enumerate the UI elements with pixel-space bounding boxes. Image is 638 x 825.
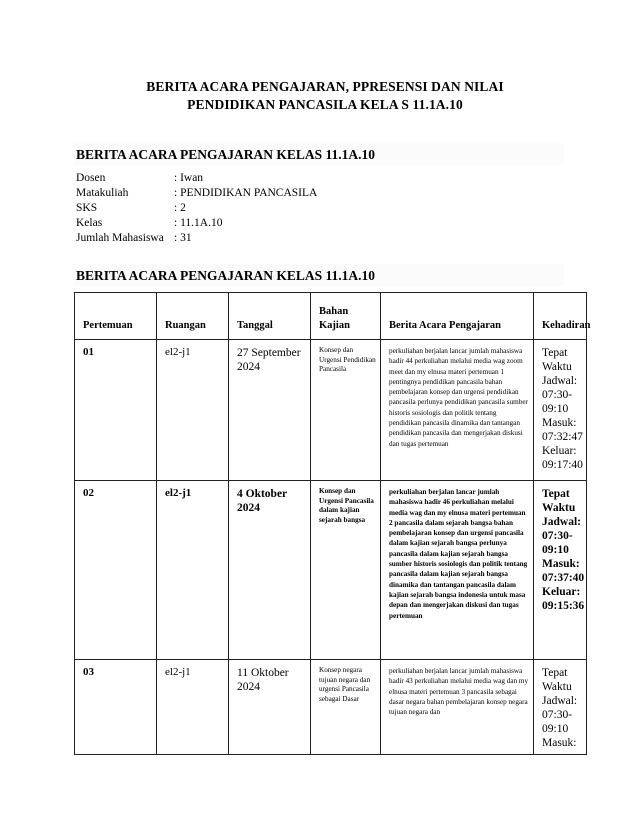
info-value: : Iwan <box>174 172 204 184</box>
info-value: : 2 <box>174 202 186 214</box>
cell-meeting: 03 <box>75 660 157 755</box>
attendance-out: Keluar: 09:15:36 <box>542 586 585 612</box>
header-material: Bahan Kajian <box>311 293 381 340</box>
info-label: Matakuliah <box>76 187 129 199</box>
cell-attendance <box>534 481 587 660</box>
attendance-in: Masuk: 07:37:40 <box>542 558 585 584</box>
cell-date: 11 Oktober 2024 <box>229 660 311 755</box>
cell-meeting: 02 <box>75 481 157 660</box>
table-header-row <box>75 293 587 340</box>
attendance-status: Tepat Waktu <box>542 488 576 514</box>
section1-heading: BERITA ACARA PENGAJARAN KELAS 11.1A.10 <box>76 147 376 162</box>
header-attendance: Kehadiran <box>534 293 587 340</box>
cell-room: el2-j1 <box>157 660 229 755</box>
info-row-lecturer <box>76 171 317 186</box>
info-label: Dosen <box>76 172 106 184</box>
info-label: Jumlah Mahasiswa <box>76 232 164 244</box>
cell-room: el2-j1 <box>157 481 229 660</box>
cell-report: perkuliahan berjalan lancar jumlah mahasiswa hadir 43 perkuliahan melalui media wag dan my elnusa materi pertemuan 3 pancasila sebagai dasar negara bahan pembelajaran konsep negara tujuan negara dan <box>381 660 534 755</box>
attendance-schedule: Jadwal: 07:30-09:10 <box>542 375 578 415</box>
info-value: : 31 <box>174 232 192 244</box>
attendance-schedule: Jadwal: 07:30-09:10 <box>542 695 578 735</box>
info-row-students <box>76 231 317 246</box>
info-row-credits <box>76 201 317 216</box>
cell-report: perkuliahan berjalan lancar jumlah mahasiswa hadir 46 perkuliahan melalui media wag dan my elnusa materi pertemuan 2 pancasila dalam sejarah bangsa bahan pembelajaran konsep dan urgensi pancasila dalam kajian sejarah bangsa perlunya pancasila dalam kajian sejarah bangsa sumber historis sosiologis dan politik tentang pancasila dalam kajian sejarah bangsa dinamika dan tantangan pancasila dalam kajian sejarah bangsa indonesia untuk masa depan dan mengerjakan diskusi dan tugas pertemuan <box>381 481 534 660</box>
cell-material: Konsep dan Urgensi Pendidikan Pancasila <box>311 340 381 481</box>
cell-material: Konsep dan Urgensi Pancasila dalam kajian sejarah bangsa <box>311 481 381 660</box>
attendance-in: Masuk: 07:32:47 <box>542 417 583 443</box>
section2-heading: BERITA ACARA PENGAJARAN KELAS 11.1A.10 <box>76 268 376 283</box>
cell-date: 4 Oktober 2024 <box>229 481 311 660</box>
info-row-class <box>76 216 317 231</box>
header-date: Tanggal <box>229 293 311 340</box>
cell-material: Konsep negara tujuan negara dan urgensi Pancasila sebagai Dasar <box>311 660 381 755</box>
cell-attendance <box>534 340 587 481</box>
header-meeting: Pertemuan <box>75 293 157 340</box>
cell-attendance <box>534 660 587 755</box>
attendance-status: Tepat Waktu <box>542 347 572 373</box>
header-room: Ruangan <box>157 293 229 340</box>
document-title <box>80 78 570 114</box>
table-row <box>75 481 587 660</box>
table-row <box>75 660 587 755</box>
info-value: : PENDIDIKAN PANCASILA <box>174 187 318 199</box>
course-info <box>76 171 317 246</box>
attendance-out: Keluar: 09:17:40 <box>542 445 583 471</box>
info-row-course <box>76 186 317 201</box>
table-row <box>75 340 587 481</box>
info-label: SKS <box>76 202 98 214</box>
attendance-schedule: Jadwal: 07:30-09:10 <box>542 516 581 556</box>
info-label: Kelas <box>76 217 103 229</box>
cell-report: perkuliahan berjalan lancar jumlah mahasiswa hadir 44 perkuliahan melalui media wag zoom meet dan my elnusa materi pertemuan 1 pentingnya pendidikan pancasila bahan pembelajaran konsep dan urgensi pendidikan pancasila perlunya pendidikan pancasila sumber historis sosiologis dan politik tentang pendidikan pancasila dinamika dan tantangan pendidikan pancasila dan mengerjakan diskusi dan tugas pertemuan <box>381 340 534 481</box>
attendance-status: Tepat Waktu <box>542 667 572 693</box>
cell-meeting: 01 <box>75 340 157 481</box>
document-title-line2: PENDIDIKAN PANCASILA KELA S 11.1A.10 <box>187 97 463 112</box>
document-title-line1: BERITA ACARA PENGAJARAN, PPRESENSI DAN NILAI <box>146 79 504 94</box>
info-value: : 11.1A.10 <box>174 217 223 229</box>
attendance-in: Masuk: <box>542 737 577 749</box>
header-report: Berita Acara Pengajaran <box>381 293 534 340</box>
teaching-report-table <box>74 292 591 755</box>
cell-date: 27 September 2024 <box>229 340 311 481</box>
cell-room: el2-j1 <box>157 340 229 481</box>
